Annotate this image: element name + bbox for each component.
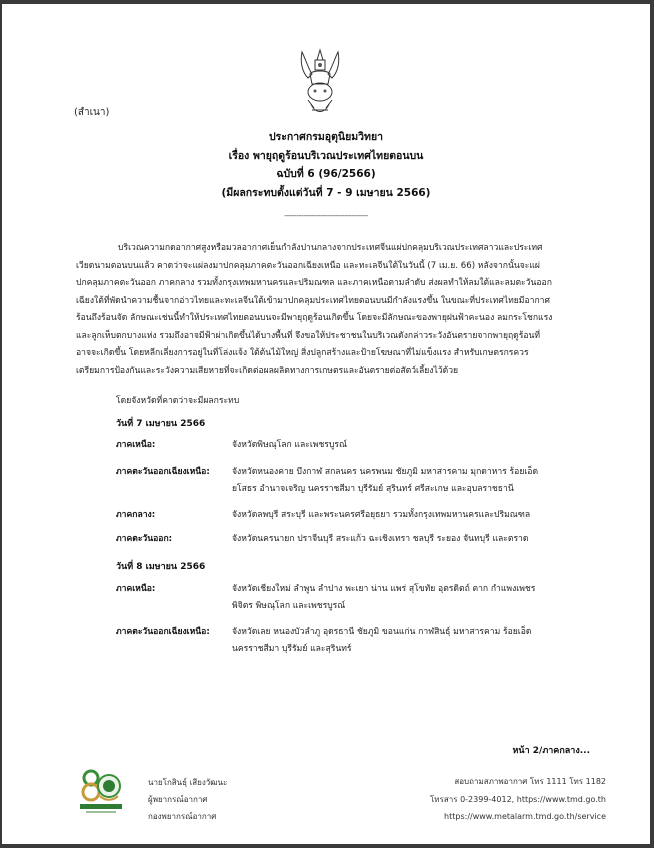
- contact-block: [430, 773, 606, 826]
- region-label: ภาคเหนือ:: [116, 584, 156, 594]
- announcement-title: [2, 128, 650, 202]
- copy-label: (สำเนา): [74, 107, 110, 118]
- body-line: เฉียงใต้ที่พัดนำความชื้นจากอ่าวไทยและทะเลจีนใต้เข้ามาปกคลุมประเทศไทยตอนบนมีกำลังแรงขึ้น ในขณะที่ประเทศไทยมีอากาศ: [76, 295, 550, 306]
- province-line: จังหวัดลพบุรี สระบุรี และพระนครศรีอยุธยา รวมทั้งกรุงเทพมหานครและปริมณฑล: [232, 510, 531, 520]
- day-heading: วันที่ 7 เมษายน 2566: [116, 419, 206, 429]
- province-line: ยโสธร อำนาจเจริญ นครราชสีมา บุรีรัมย์ สุรินทร์ ศรีสะเกษ และอุบลราชธานี: [232, 484, 514, 494]
- signer-division: กองพยากรณ์อากาศ: [148, 812, 217, 821]
- region-provinces: [232, 531, 528, 548]
- region-row: [116, 437, 616, 454]
- divider: -----------------------------------: [284, 211, 368, 220]
- region-row: [116, 507, 616, 524]
- contact-service-url: https://www.metalarm.tmd.go.th/service: [444, 812, 606, 821]
- region-row: [116, 464, 616, 498]
- affected-provinces-intro: โดยจังหวัดที่คาดว่าจะมีผลกระทบ: [116, 396, 240, 406]
- contact-fax-website: โทรสาร 0-2399-4012, https://www.tmd.go.th: [430, 794, 606, 804]
- signer-block: [148, 774, 227, 825]
- region-row: [116, 581, 616, 615]
- body-line: และลูกเห็บตกบางแห่ง รวมถึงอาจมีฟ้าผ่าเกิดขึ้นได้บางพื้นที่ จึงขอให้ประชาชนในบริเวณดังกล่าวระวังอันตรายจากพายุฤดูร้อนที่: [76, 330, 541, 341]
- title-line: เรื่อง พายุฤดูร้อนบริเวณประเทศไทยตอนบน: [228, 149, 424, 162]
- contact-phone: สอบถามสภาพอากาศ โทร 1111 โทร 1182: [454, 777, 606, 786]
- province-line: พิจิตร พิษณุโลก และเพชรบูรณ์: [232, 601, 346, 611]
- body-line: เวียดนามตอนบนแล้ว คาดว่าจะแผ่ลงมาปกคลุมภาคตะวันออกเฉียงเหนือ และทะเลจีนใต้ในวันนี้ (7 เม.ย. 66) หลังจากนั้นจะแผ่: [76, 260, 540, 271]
- region-provinces: [232, 581, 535, 615]
- region-label: ภาคตะวันออก:: [116, 534, 173, 544]
- region-label: ภาคตะวันออกเฉียงเหนือ:: [116, 467, 210, 477]
- day-heading: วันที่ 8 เมษายน 2566: [116, 562, 206, 572]
- title-line: ประกาศกรมอุตุนิยมวิทยา: [268, 131, 384, 143]
- province-line: จังหวัดนครนายก ปราจีนบุรี สระแก้ว ฉะเชิงเทรา ชลบุรี ระยอง จันทบุรี และตราด: [232, 534, 529, 544]
- region-label: ภาคตะวันออกเฉียงเหนือ:: [116, 627, 210, 637]
- region-provinces: [232, 507, 530, 524]
- title-line: (มีผลกระทบตั้งแต่วันที่ 7 - 9 เมษายน 2566): [221, 186, 431, 199]
- province-line: จังหวัดเชียงใหม่ ลำพูน ลำปาง พะเยา น่าน แพร่ สุโขทัย อุตรดิตถ์ ตาก กำแพงเพชร: [232, 584, 536, 594]
- body-line: เตรียมการป้องกันและระวังความเสียหายที่จะเกิดต่อผลผลิตทางการเกษตรและอันตรายต่อสัตว์เลี้ยงไว้ด้วย: [76, 365, 459, 376]
- region-label: ภาคกลาง:: [116, 510, 156, 520]
- signer-name: นายโกสินธุ์ เสียงวัฒนะ: [148, 778, 228, 787]
- body-line: ร้อนถึงร้อนจัด ลักษณะเช่นนี้ทำให้ประเทศไทยตอนบนจะมีพายุฤดูร้อนเกิดขึ้น โดยจะมีลักษณะของพายุฝนฟ้าคะนอง ลมกระโชกแรง: [76, 313, 553, 323]
- province-line: จังหวัดเลย หนองบัวลำภู อุดรธานี ชัยภูมิ ขอนแก่น กาฬสินธุ์ มหาสารคาม ร้อยเอ็ด: [232, 627, 532, 637]
- province-line: จังหวัดพิษณุโลก และเพชรบูรณ์: [232, 440, 347, 450]
- announcement-body: [76, 240, 616, 380]
- region-row: [116, 624, 616, 658]
- body-line: ปกคลุมภาคตะวันออก ภาคกลาง รวมทั้งกรุงเทพมหานครและปริมณฑล และภาคเหนือตามลำดับ ส่งผลทำให้ลมใต้และลมตะวันออก: [76, 278, 552, 288]
- body-line: บริเวณความกดอากาศสูงหรือมวลอากาศเย็นกำลังปานกลางจากประเทศจีนแผ่ปกคลุมบริเวณประเทศลาวและประเทศ: [118, 243, 543, 253]
- region-row: [116, 531, 616, 548]
- region-provinces: [232, 624, 531, 658]
- region-provinces: [232, 437, 347, 454]
- province-line: จังหวัดหนองคาย บึงกาฬ สกลนคร นครพนม ชัยภูมิ มหาสารคาม มุกดาหาร ร้อยเอ็ด: [232, 467, 539, 477]
- tmd-80th-anniversary-logo-icon: [78, 766, 124, 816]
- garuda-emblem-icon: [298, 44, 342, 116]
- region-provinces: [232, 464, 538, 498]
- signer-position: ผู้พยากรณ์อากาศ: [148, 795, 208, 804]
- body-line: อาจจะเกิดขึ้น โดยหลีกเลี่ยงการอยู่ในที่โล่งแจ้ง ใต้ต้นไม้ใหญ่ สิ่งปลูกสร้างและป้ายโฆษณาที่ไม่แข็งแรง สำหรับเกษตรกรควร: [76, 348, 529, 358]
- region-label: ภาคเหนือ:: [116, 440, 156, 450]
- document-page: [2, 4, 650, 844]
- title-line: ฉบับที่ 6 (96/2566): [276, 168, 376, 180]
- next-page-indicator: หน้า 2/ภาคกลาง...: [512, 746, 590, 756]
- province-line: นครราชสีมา บุรีรัมย์ และสุรินทร์: [232, 644, 352, 654]
